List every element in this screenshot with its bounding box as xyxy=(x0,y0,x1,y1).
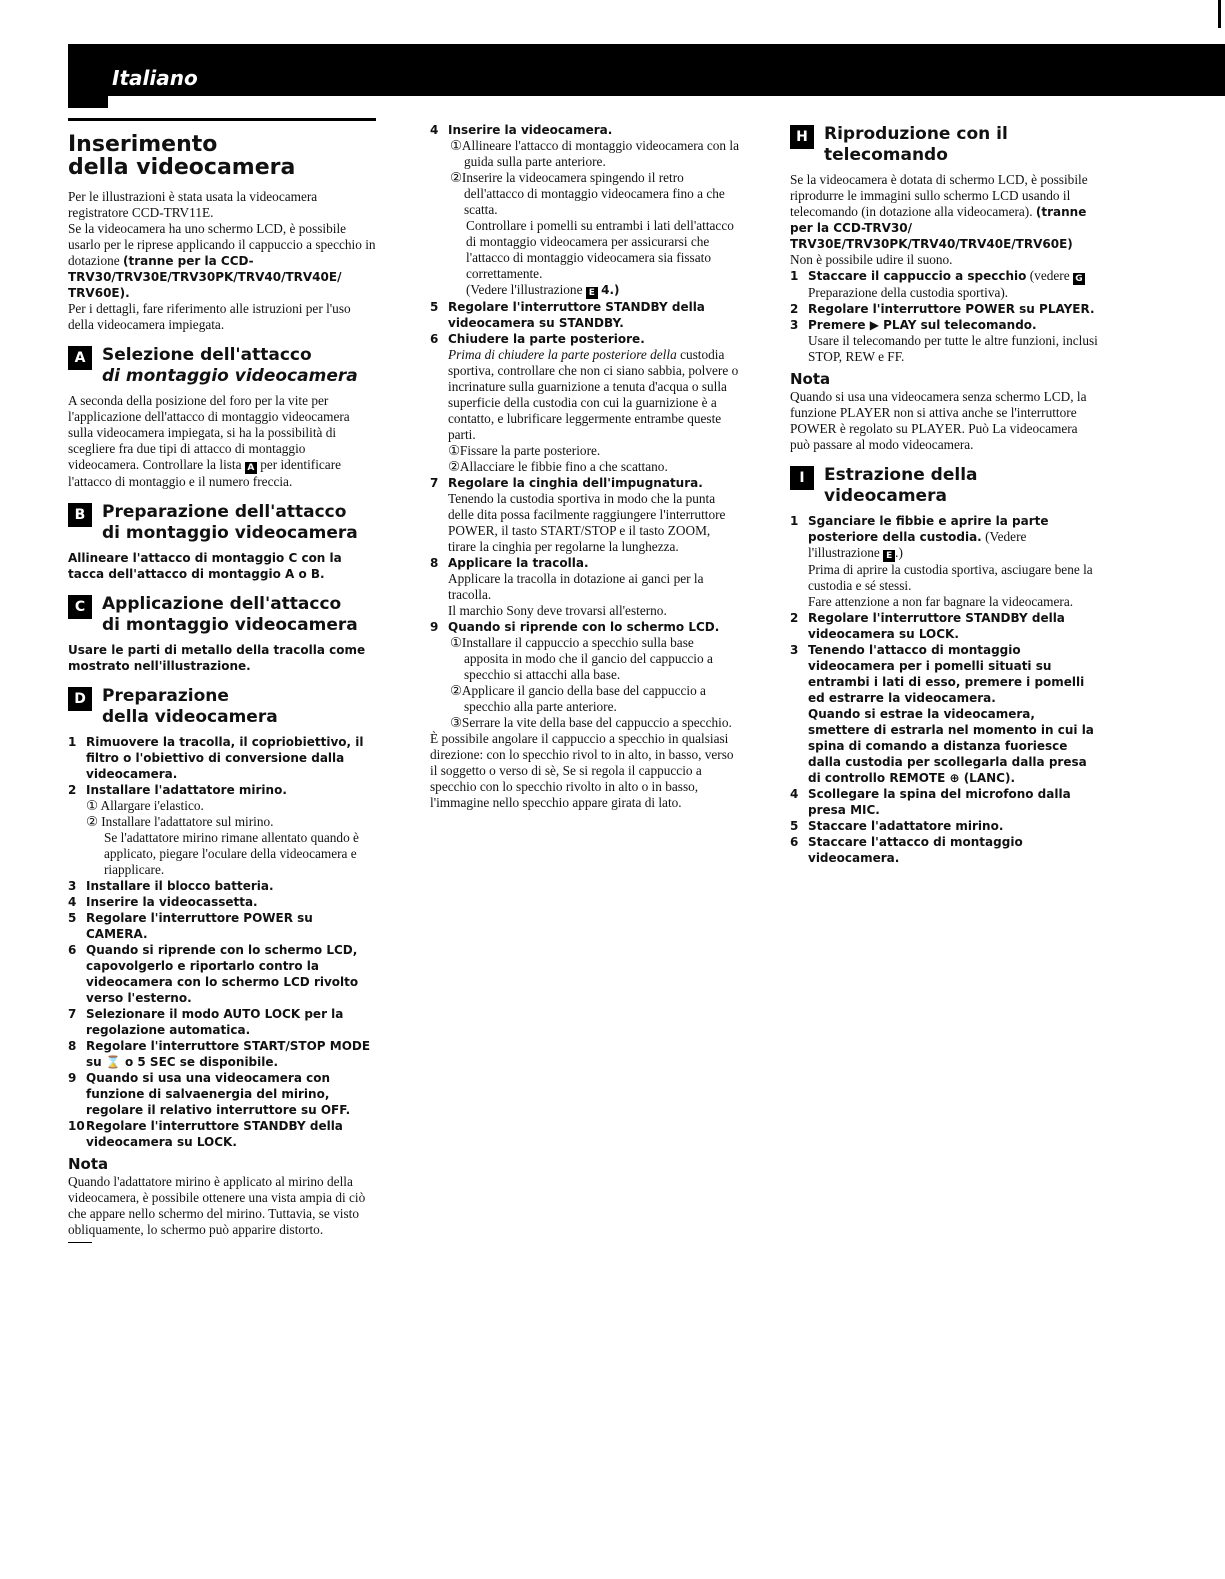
language-header-bar xyxy=(68,44,1225,96)
figure-ref-badge: G xyxy=(1073,273,1085,285)
section-c-heading: C Applicazione dell'attacco di montaggio videocamera xyxy=(68,594,376,636)
list-item: 1 Rimuovere la tracolla, il copriobiettivo, il filtro o l'obiettivo di conversione dalla videocamera. xyxy=(68,735,364,781)
section-a-heading: A Selezione dell'attacco di montaggio videocamera xyxy=(68,345,376,387)
list-item: 2 Regolare l'interruttore POWER su PLAYER. xyxy=(790,302,1095,316)
section-badge: A xyxy=(68,346,92,370)
list-item: 4 Scollegare la spina del microfono dalla presa MIC. xyxy=(790,787,1071,817)
section-badge: I xyxy=(790,466,814,490)
section-badge: C xyxy=(68,595,92,619)
section-b-text: Allineare l'attacco di montaggio C con la tacca dell'attacco di montaggio A o B. xyxy=(68,551,342,581)
note-text: Quando si usa una videocamera senza schermo LCD, la funzione PLAYER non si attiva anche se l'interruttore POWER è regolato su PLAYER. Può La videocamera può passare al modo videocamera. xyxy=(790,389,1087,452)
column-middle xyxy=(430,122,740,811)
intro-text: Per le illustrazioni è stata usata la videocamera registratore CCD-TRV11E. xyxy=(68,189,318,220)
section-d-steps xyxy=(68,734,376,1150)
list-item: 6 Staccare l'attacco di montaggio videocamera. xyxy=(790,835,1023,865)
list-item: 3 Premere ▶ PLAY sul telecomando. Usare il telecomando per tutte le altre funzioni, inclusi STOP, REW e FF. xyxy=(790,318,1098,364)
section-b-heading: B Preparazione dell'attacco di montaggio videocamera xyxy=(68,502,376,544)
note-text: Quando l'adattatore mirino è applicato al mirino della videocamera, è possibile ottenere una vista ampia di ciò che appare nello schermo del mirino. Tuttavia, se visto obliquamente, lo schermo può apparire distorto. xyxy=(68,1174,366,1237)
list-item: 8 Regolare l'interruttore START/STOP MODE su ⌛ o 5 SEC se disponibile. xyxy=(68,1039,371,1069)
intro-text: Se la videocamera ha uno schermo LCD, è possibile usarlo per le riprese applicando il cappuccio a specchio in dotazione (tranne per la CCD-TRV30/TRV30E/TRV30PK/TRV40/TRV40E/ TRV60E). xyxy=(68,221,376,300)
header-tab xyxy=(68,96,108,108)
figure-ref-badge: E xyxy=(883,550,895,562)
list-item: 7 Selezionare il modo AUTO LOCK per la regolazione automatica. xyxy=(68,1007,344,1037)
list-item: 5 Staccare l'adattatore mirino. xyxy=(790,819,1004,833)
section-rule xyxy=(68,118,376,121)
list-item: 6 Quando si riprende con lo schermo LCD, capovolgerlo e riportarlo contro la videocamera con lo schermo LCD rivolto verso l'esterno. xyxy=(68,943,359,1005)
section-badge: D xyxy=(68,687,92,711)
page-edge-mark xyxy=(1218,0,1221,28)
section-h-text: Se la videocamera è dotata di schermo LCD, è possibile riprodurre le immagini sullo schermo LCD usando il telecomando (in dotazione alla videocamera). (tranne per la CCD-TRV30/ TRV30E/TRV30PK/TRV40/TRV40E/TRV60E) xyxy=(790,172,1088,251)
page-title: Inserimento della videocamera xyxy=(68,132,296,180)
column-right: H Riproduzione con il telecomando Se la videocamera è dotata di schermo LCD, è possibile riprodurre le immagini sullo schermo LCD usando il telecomando (in dotazione alla videocamera). (tranne per la CCD-TRV30/ TRV30E/TRV30PK/TRV40/TRV40E/TRV60E) Non è possibile udire il suono. 1 Staccare il cappuccio a specchio (vedere G Preparazione della custodia sportiva). 2 Regolare l'interruttore POWER su PLAYER. 3 Premere ▶ PLAY sul telecomando. Usare il telecomando per tutte le altre funzioni, inclusi STOP, REW e FF. Nota Quando si usa una videocamera senza schermo LCD, la funzione PLAYER non si attiva anche se l'interruttore POWER è regolato su PLAYER. Può La videocamera può passare al modo videocamera. I Estrazione della videocamera 1 Sganciare le fibbie e aprire la parte posteriore della custodia. (Vedere l'illustrazione E .) Prima di aprire la custodia sportiva, asciugare bene la custodia e sé stessi. Fare attenzione a non far bagnare la videocamera. 2 Regolare l'interruttore STANDBY della videocamera su LOCK. 3 Tenendo l'attacco di montaggio videocamera per i pomelli situati su entrambi i lati di esso, premere i pomelli ed estrarre la videocamera. Quando si estrae la videocamera, smettere di estrarla nel momento in cui la spina di comando a distanza fuoriesce dalla custodia per scollegarla dalla presa di controllo REMOTE ⊕ (LANC). 4 Scollegare la spina del microfono dalla presa MIC. 5 Staccare l'adattatore mirino. 6 Staccare l'attacco di montaggio videocamera. xyxy=(790,124,1100,866)
list-item: 2 Regolare l'interruttore STANDBY della videocamera su LOCK. xyxy=(790,611,1065,641)
list-item: 8 Applicare la tracolla. Applicare la tracolla in dotazione ai ganci per la tracolla. Il marchio Sony deve trovarsi all'esterno. xyxy=(430,556,704,618)
list-item: 5 Regolare l'interruttore STANDBY della videocamera su STANDBY. xyxy=(430,300,705,330)
list-item: 6 Chiudere la parte posteriore. Prima di chiudere la parte posteriore della custodia sportiva, controllare che non ci siano sabbia, polvere o incrinature sulla guarnizione a tenuta d'acqua o sulla superficie della custodia con cui la guarnizione è a contatto, e lubrificare leggermente entrambe queste parti. ①Fissare la parte posteriore. ②Allacciare le fibbie fino a che scattano. xyxy=(430,332,739,474)
column-left xyxy=(68,118,376,1243)
section-badge: B xyxy=(68,503,92,527)
list-item: 4 Inserire la videocamera. ①Allineare l'attacco di montaggio videocamera con la guida sulla parte anteriore. ②Inserire la videocamera spingendo il retro dell'attacco di montaggio videocamera fino a che scatta. Controllare i pomelli su entrambi i lati dell'attacco di montaggio videocamera per assicurarsi che l'attacco di montaggio videocamera sia fissato correttamente. (Vedere l'illustrazione E 4.) xyxy=(430,123,739,298)
intro-text: Per i dettagli, fare riferimento alle istruzioni per l'uso della videocamera impiegata. xyxy=(68,301,351,332)
list-item: 3 Tenendo l'attacco di montaggio videocamera per i pomelli situati su entrambi i lati di esso, premere i pomelli ed estrarre la videocamera. Quando si estrae la videocamera, smettere di estrarla nel momento in cui la spina di comando a distanza fuoriesce dalla custodia per scollegarla dalla presa di controllo REMOTE ⊕ (LANC). xyxy=(790,643,1094,785)
list-item: 9 Quando si usa una videocamera con funzione di salvaenergia del mirino, regolare il relativo interruttore su OFF. xyxy=(68,1071,351,1117)
language-label: Italiano xyxy=(112,66,198,90)
insert-steps xyxy=(430,122,740,731)
list-item: 5 Regolare l'interruttore POWER su CAMERA. xyxy=(68,911,313,941)
list-item: 3 Installare il blocco batteria. xyxy=(68,879,274,893)
section-badge: H xyxy=(790,125,814,149)
list-item: 2 Installare l'adattatore mirino. ① Allargare i'elastico. ② Installare l'adattatore sul mirino. Se l'adattatore mirino rimane allentato quando è applicato, piegare l'oculare della videocamera e riapplicare. xyxy=(68,783,359,877)
playback-steps xyxy=(790,268,1100,365)
mirror-note-text: È possibile angolare il cappuccio a specchio in qualsiasi direzione: con lo specchio rivol to in alto, in basso, verso il soggetto o verso di sè, Se si regola il cappuccio a specchio con lo specchio rivolto in alto o in basso, l'immagine nello specchio appare girata di lato. xyxy=(430,731,734,810)
end-rule xyxy=(68,1242,92,1243)
list-item: 7 Regolare la cinghia dell'impugnatura. Tenendo la custodia sportiva in modo che la punta delle dita possa facilmente raggiungere l'interruttore POWER, il tasto START/STOP e il tasto ZOOM, tirare la cinghia per regolarne la lunghezza. xyxy=(430,476,726,554)
section-c-text: Usare le parti di metallo della tracolla come mostrato nell'illustrazione. xyxy=(68,643,366,673)
section-h-heading: H Riproduzione con il telecomando xyxy=(790,124,1100,166)
figure-ref-badge: A xyxy=(245,462,257,474)
list-item: 4 Inserire la videocassetta. xyxy=(68,895,258,909)
section-i-heading: I Estrazione della videocamera xyxy=(790,465,1100,507)
removal-steps xyxy=(790,513,1100,866)
figure-ref-badge: E xyxy=(586,287,598,299)
list-item: 1 Sganciare le fibbie e aprire la parte posteriore della custodia. (Vedere l'illustrazione E .) Prima di aprire la custodia sportiva, asciugare bene la custodia e sé stessi. Fare attenzione a non far bagnare la videocamera. xyxy=(790,514,1093,609)
section-d-heading: D Preparazione della videocamera xyxy=(68,686,376,728)
list-item: 9 Quando si riprende con lo schermo LCD. ①Installare il cappuccio a specchio sulla base apposita in modo che il gancio del cappuccio a specchio si attacchi alla base. ②Applicare il gancio della base del cappuccio a specchio alla parte anteriore. ③Serrare la vite della base del cappuccio a specchio. xyxy=(430,620,732,730)
section-a-text: A seconda della posizione del foro per la vite per l'applicazione dell'attacco di montaggio videocamera sulla videocamera impiegata, si ha la possibilità di scegliere fra due tipi di attacco di montaggio videocamera. Controllare la lista A per identificare l'attacco di montaggio e il numero freccia. xyxy=(68,393,350,489)
list-item: 10 Regolare l'interruttore STANDBY della videocamera su LOCK. xyxy=(68,1119,343,1149)
list-item: 1 Staccare il cappuccio a specchio (vedere G Preparazione della custodia sportiva). xyxy=(790,268,1100,301)
note-heading: Nota xyxy=(790,370,831,388)
note-heading: Nota xyxy=(68,1155,109,1173)
